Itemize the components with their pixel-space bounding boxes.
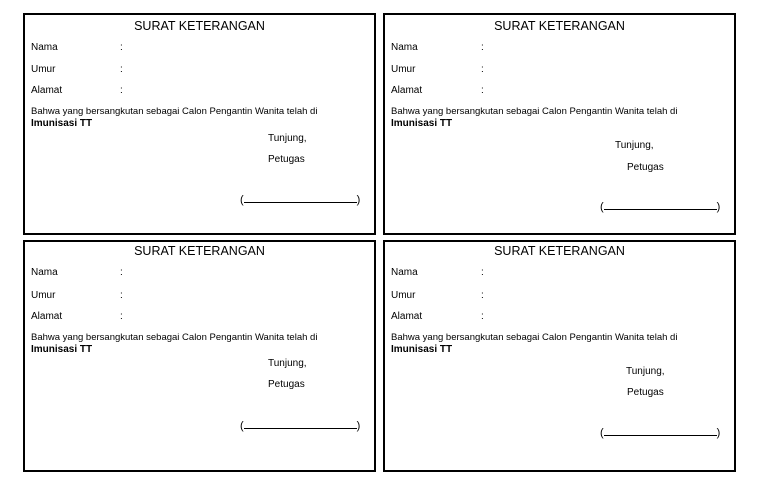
statement-text: Bahwa yang bersangkutan sebagai Calon Pengantin Wanita telah di — [391, 106, 678, 117]
field-separator: : — [120, 311, 123, 322]
field-separator: : — [481, 85, 484, 96]
signature-open-paren: ( — [600, 427, 604, 439]
statement-bold-text: Imunisasi TT — [391, 344, 453, 355]
certificate-card — [383, 240, 736, 472]
field-label: Nama — [31, 42, 58, 53]
card-title: SURAT KETERANGAN — [494, 19, 625, 33]
field-label: Alamat — [31, 85, 63, 96]
field-separator: : — [481, 64, 484, 75]
signature-line — [600, 201, 720, 213]
officer-label: Petugas — [268, 154, 305, 165]
place-text: Tunjung, — [626, 366, 665, 377]
statement-bold-text: Imunisasi TT — [391, 118, 453, 129]
certificate-card — [383, 13, 736, 235]
signature-line — [600, 427, 720, 439]
field-separator: : — [120, 85, 123, 96]
field-label: Umur — [31, 290, 56, 301]
signature-open-paren: ( — [240, 420, 244, 432]
signature-line — [240, 420, 360, 432]
field-label: Nama — [391, 267, 418, 278]
field-separator: : — [120, 64, 123, 75]
field-separator: : — [481, 42, 484, 53]
signature-close-paren: ) — [356, 194, 361, 206]
officer-label: Petugas — [268, 379, 305, 390]
statement-bold-text: Imunisasi TT — [31, 344, 93, 355]
field-separator: : — [481, 311, 484, 322]
field-separator: : — [120, 290, 123, 301]
place-text: Tunjung, — [268, 358, 307, 369]
officer-label: Petugas — [627, 162, 664, 173]
card-title: SURAT KETERANGAN — [134, 19, 265, 33]
signature-open-paren: ( — [240, 194, 244, 206]
field-label: Umur — [391, 64, 416, 75]
signature-close-paren: ) — [356, 420, 361, 432]
statement-text: Bahwa yang bersangkutan sebagai Calon Pengantin Wanita telah di — [31, 332, 318, 343]
field-label: Alamat — [31, 311, 63, 322]
statement-text: Bahwa yang bersangkutan sebagai Calon Pengantin Wanita telah di — [31, 106, 318, 117]
signature-open-paren: ( — [600, 201, 604, 213]
place-text: Tunjung, — [615, 140, 654, 151]
field-label: Umur — [31, 64, 56, 75]
statement-text: Bahwa yang bersangkutan sebagai Calon Pengantin Wanita telah di — [391, 332, 678, 343]
field-separator: : — [481, 267, 484, 278]
field-label: Alamat — [391, 85, 423, 96]
place-text: Tunjung, — [268, 133, 307, 144]
field-label: Nama — [391, 42, 418, 53]
card-title: SURAT KETERANGAN — [134, 244, 265, 258]
officer-label: Petugas — [627, 387, 664, 398]
field-separator: : — [120, 267, 123, 278]
field-label: Nama — [31, 267, 58, 278]
field-separator: : — [120, 42, 123, 53]
card-title: SURAT KETERANGAN — [494, 244, 625, 258]
certificate-card — [23, 13, 376, 235]
statement-bold-text: Imunisasi TT — [31, 118, 93, 129]
signature-close-paren: ) — [716, 201, 721, 213]
field-separator: : — [481, 290, 484, 301]
signature-line — [240, 194, 360, 206]
field-label: Umur — [391, 290, 416, 301]
field-label: Alamat — [391, 311, 423, 322]
signature-close-paren: ) — [716, 427, 721, 439]
certificate-card — [23, 240, 376, 472]
